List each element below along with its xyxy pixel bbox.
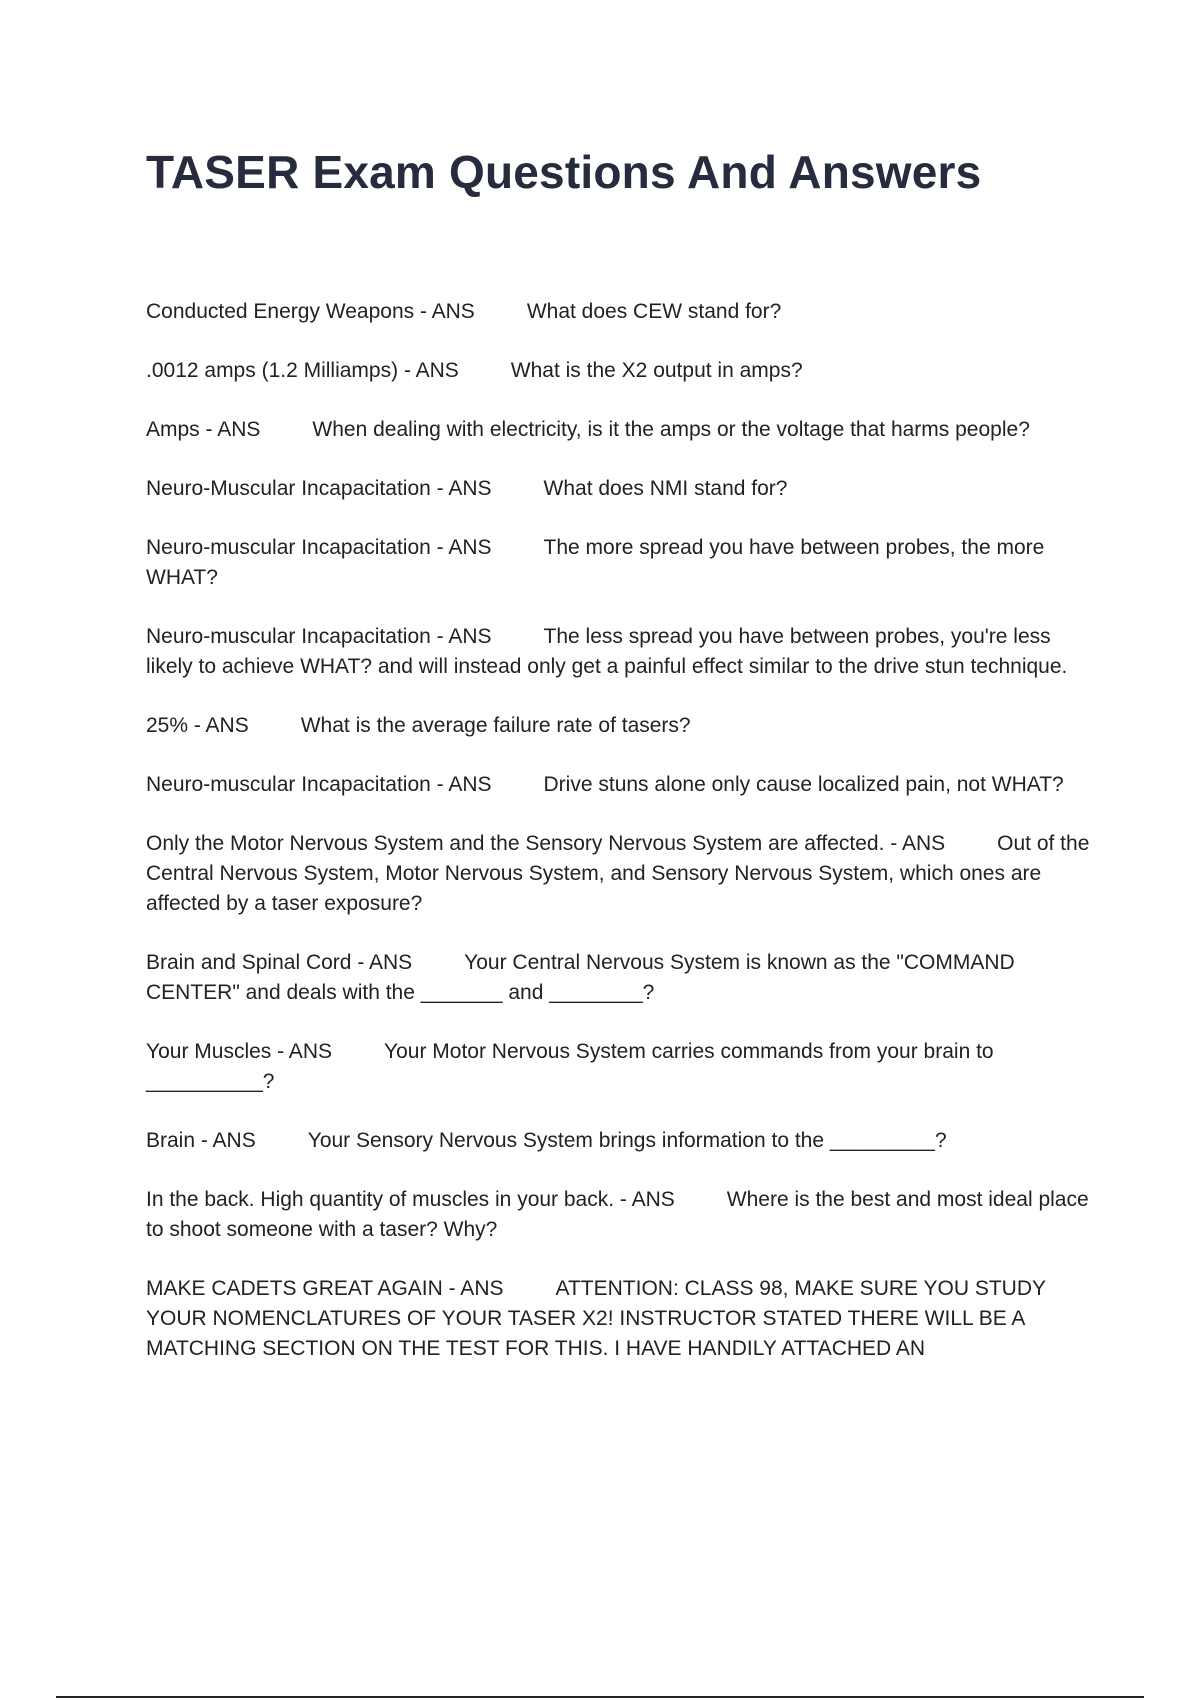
qa-item (146, 533, 1096, 593)
qa-list (146, 297, 1096, 1393)
qa-separator: - ANS (436, 536, 492, 559)
qa-separator: - ANS (277, 1040, 332, 1063)
qa-item (146, 1185, 1096, 1245)
qa-separator: - ANS (436, 773, 492, 796)
qa-item (146, 1274, 1096, 1364)
qa-question: Drive stuns alone only cause localized pain, not WHAT? (543, 773, 1064, 796)
footer-divider (56, 1696, 1144, 1698)
qa-answer: Neuro-Muscular Incapacitation (146, 477, 431, 500)
qa-question: Your Sensory Nervous System brings information to the _________? (307, 1129, 947, 1152)
qa-answer: Neuro-muscular Incapacitation (146, 773, 431, 796)
qa-question: Your Motor Nervous System carries commands from your brain to __________? (146, 1040, 994, 1093)
qa-answer: Your Muscles (146, 1040, 272, 1063)
qa-answer: Conducted Energy Weapons (146, 300, 415, 323)
qa-answer: Only the Motor Nervous System and the Sensory Nervous System are affected. (146, 832, 885, 855)
qa-question: ATTENTION: CLASS 98, MAKE SURE YOU STUDY YOUR NOMENCLATURES OF YOUR TASER X2! INSTRUCTOR STATED THERE WILL BE A MATCHING SECTION ON THE TEST FOR THIS. I HAVE HANDILY ATTACHED AN (146, 1277, 1046, 1360)
qa-answer: MAKE CADETS GREAT AGAIN (146, 1277, 443, 1300)
qa-item (146, 711, 1096, 741)
qa-separator: - ANS (890, 832, 946, 855)
qa-question: The more spread you have between probes, the more WHAT? (146, 536, 1045, 589)
qa-answer: Amps (146, 418, 200, 441)
qa-question: What is the X2 output in amps? (510, 359, 803, 382)
qa-separator: - ANS (436, 477, 492, 500)
qa-answer: Neuro-muscular Incapacitation (146, 625, 431, 648)
qa-answer: Brain (146, 1129, 196, 1152)
qa-answer: Brain and Spinal Cord (146, 951, 352, 974)
qa-separator: - ANS (205, 418, 261, 441)
qa-item (146, 948, 1096, 1008)
qa-item (146, 415, 1096, 445)
qa-separator: - ANS (193, 714, 249, 737)
qa-separator: - ANS (419, 300, 475, 323)
qa-item (146, 474, 1096, 504)
qa-answer: In the back. High quantity of muscles in your back. (146, 1188, 615, 1211)
qa-question: When dealing with electricity, is it the amps or the voltage that harms people? (312, 418, 1030, 441)
qa-separator: - ANS (619, 1188, 675, 1211)
qa-separator: - ANS (357, 951, 413, 974)
qa-answer: Neuro-muscular Incapacitation (146, 536, 431, 559)
qa-question: What does NMI stand for? (543, 477, 788, 500)
qa-item (146, 622, 1096, 682)
qa-question: Out of the Central Nervous System, Motor Nervous System, and Sensory Nervous System, which ones are affected by a taser exposure? (146, 832, 1090, 915)
qa-separator: - ANS (448, 1277, 504, 1300)
qa-separator: - ANS (403, 359, 459, 382)
qa-item (146, 770, 1096, 800)
qa-item (146, 297, 1096, 327)
qa-answer: .0012 amps (1.2 Milliamps) (146, 359, 399, 382)
qa-separator: - ANS (200, 1129, 256, 1152)
qa-question: Where is the best and most ideal place to shoot someone with a taser? Why? (146, 1188, 1089, 1241)
qa-item (146, 1126, 1096, 1156)
qa-question: What is the average failure rate of tasers? (300, 714, 691, 737)
qa-question: The less spread you have between probes, you're less likely to achieve WHAT? and will instead only get a painful effect similar to the drive stun technique. (146, 625, 1068, 678)
qa-answer: 25% (146, 714, 189, 737)
qa-separator: - ANS (436, 625, 492, 648)
qa-item (146, 356, 1096, 386)
qa-item (146, 1037, 1096, 1097)
qa-question: What does CEW stand for? (526, 300, 782, 323)
qa-item (146, 829, 1096, 919)
page-title: TASER Exam Questions And Answers (146, 146, 982, 198)
qa-question: Your Central Nervous System is known as the "COMMAND CENTER" and deals with the _______ and ________? (146, 951, 1015, 1004)
